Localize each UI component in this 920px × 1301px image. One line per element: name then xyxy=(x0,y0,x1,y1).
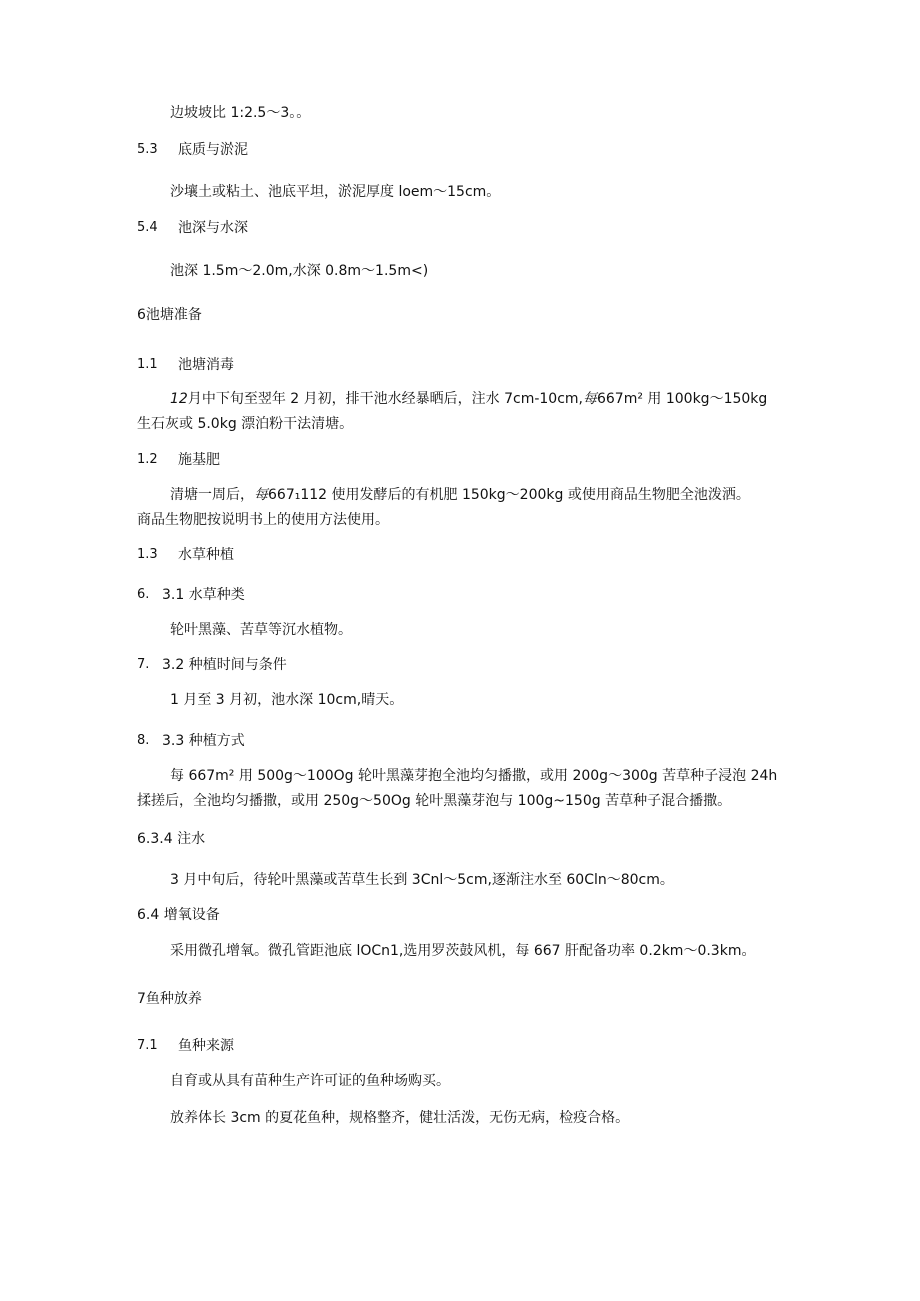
planting-method-line-2: 揉搓后，全池均匀播撒，或用 250g～50Og 轮叶黑藻芽泡与 100g~150g 苦草种子混合播撒。 xyxy=(137,793,732,809)
section-title-1-3: 水草种植 xyxy=(178,547,234,563)
water-filling-text: 3 月中旬后，待轮叶黑藻或苦草生长到 3Cnl～5cm,逐渐注水至 60Cln～80cm。 xyxy=(170,872,674,888)
chapter-heading-6: 6池塘准备 xyxy=(137,307,202,323)
disinfection-paragraph-line-2: 生石灰或 5.0kg 漂泊粉干法清塘。 xyxy=(137,416,354,432)
section-title-1-1: 池塘消毒 xyxy=(178,357,234,373)
section-title-6-4: 6.4 增氧设备 xyxy=(137,907,220,923)
fry-source-text: 自育或从具有苗种生产许可证的鱼种场购买。 xyxy=(170,1073,450,1089)
slope-ratio-text: 边坡坡比 1:2.5～3。。 xyxy=(170,105,311,121)
section-number-6-3-2: 7. xyxy=(137,657,150,672)
section-number-1-3: 1.3 xyxy=(137,547,158,562)
section-number-6-3-3: 8. xyxy=(137,733,150,748)
italic-number: 12 xyxy=(170,391,188,407)
section-title-1-2: 施基肥 xyxy=(178,452,220,468)
chapter-heading-7: 7鱼种放养 xyxy=(137,991,202,1007)
disinfection-paragraph-line-1: 12月中下旬至翌年 2 月初，排干池水经暴晒后，注水 7cm-10cm,每667m² 用 100kg～150kg xyxy=(170,391,768,407)
fry-stocking-text: 放养体长 3cm 的夏花鱼种，规格整齐，健壮活泼，无伤无病，检疫合格。 xyxy=(170,1110,630,1126)
section-number-6-3-1: 6. xyxy=(137,587,150,602)
fertilizer-paragraph-line-2: 商品生物肥按说明书上的使用方法使用。 xyxy=(137,512,389,528)
aeration-text: 采用微孔增氧。微孔管距池底 lOCn1,选用罗茨鼓风机，每 667 肝配备功率 0.2km～0.3km。 xyxy=(170,943,756,959)
section-title-6-3-2: 3.2 种植时间与条件 xyxy=(162,657,287,673)
section-title-5-3: 底质与淤泥 xyxy=(178,142,248,158)
section-number-5-3: 5.3 xyxy=(137,142,158,157)
section-number-5-4: 5.4 xyxy=(137,220,158,235)
section-title-6-3-4: 6.3.4 注水 xyxy=(137,831,206,847)
plant-species-text: 轮叶黑藻、苦草等沉水植物。 xyxy=(170,622,352,638)
fertilizer-paragraph-line-1: 清塘一周后，每667₁112 使用发酵后的有机肥 150kg～200kg 或使用商品生物肥全池泼洒。 xyxy=(170,487,750,503)
section-title-6-3-1: 3.1 水草种类 xyxy=(162,587,245,603)
sediment-text: 沙壤土或粘土、池底平坦，淤泥厚度 loem～15cm。 xyxy=(170,184,501,200)
section-title-5-4: 池深与水深 xyxy=(178,220,248,236)
section-number-1-2: 1.2 xyxy=(137,452,158,467)
planting-time-text: 1 月至 3 月初，池水深 10cm,晴天。 xyxy=(170,692,404,708)
section-number-1-1: 1.1 xyxy=(137,357,158,372)
section-title-7-1: 鱼种来源 xyxy=(178,1038,234,1054)
section-number-7-1: 7.1 xyxy=(137,1038,158,1053)
planting-method-line-1: 每 667m² 用 500g～100Og 轮叶黑藻芽抱全池均匀播撒，或用 200g～300g 苦草种子浸泡 24h xyxy=(170,768,778,784)
depth-text: 池深 1.5m～2.0m,水深 0.8m～1.5m<) xyxy=(170,263,429,279)
section-title-6-3-3: 3.3 种植方式 xyxy=(162,733,245,749)
